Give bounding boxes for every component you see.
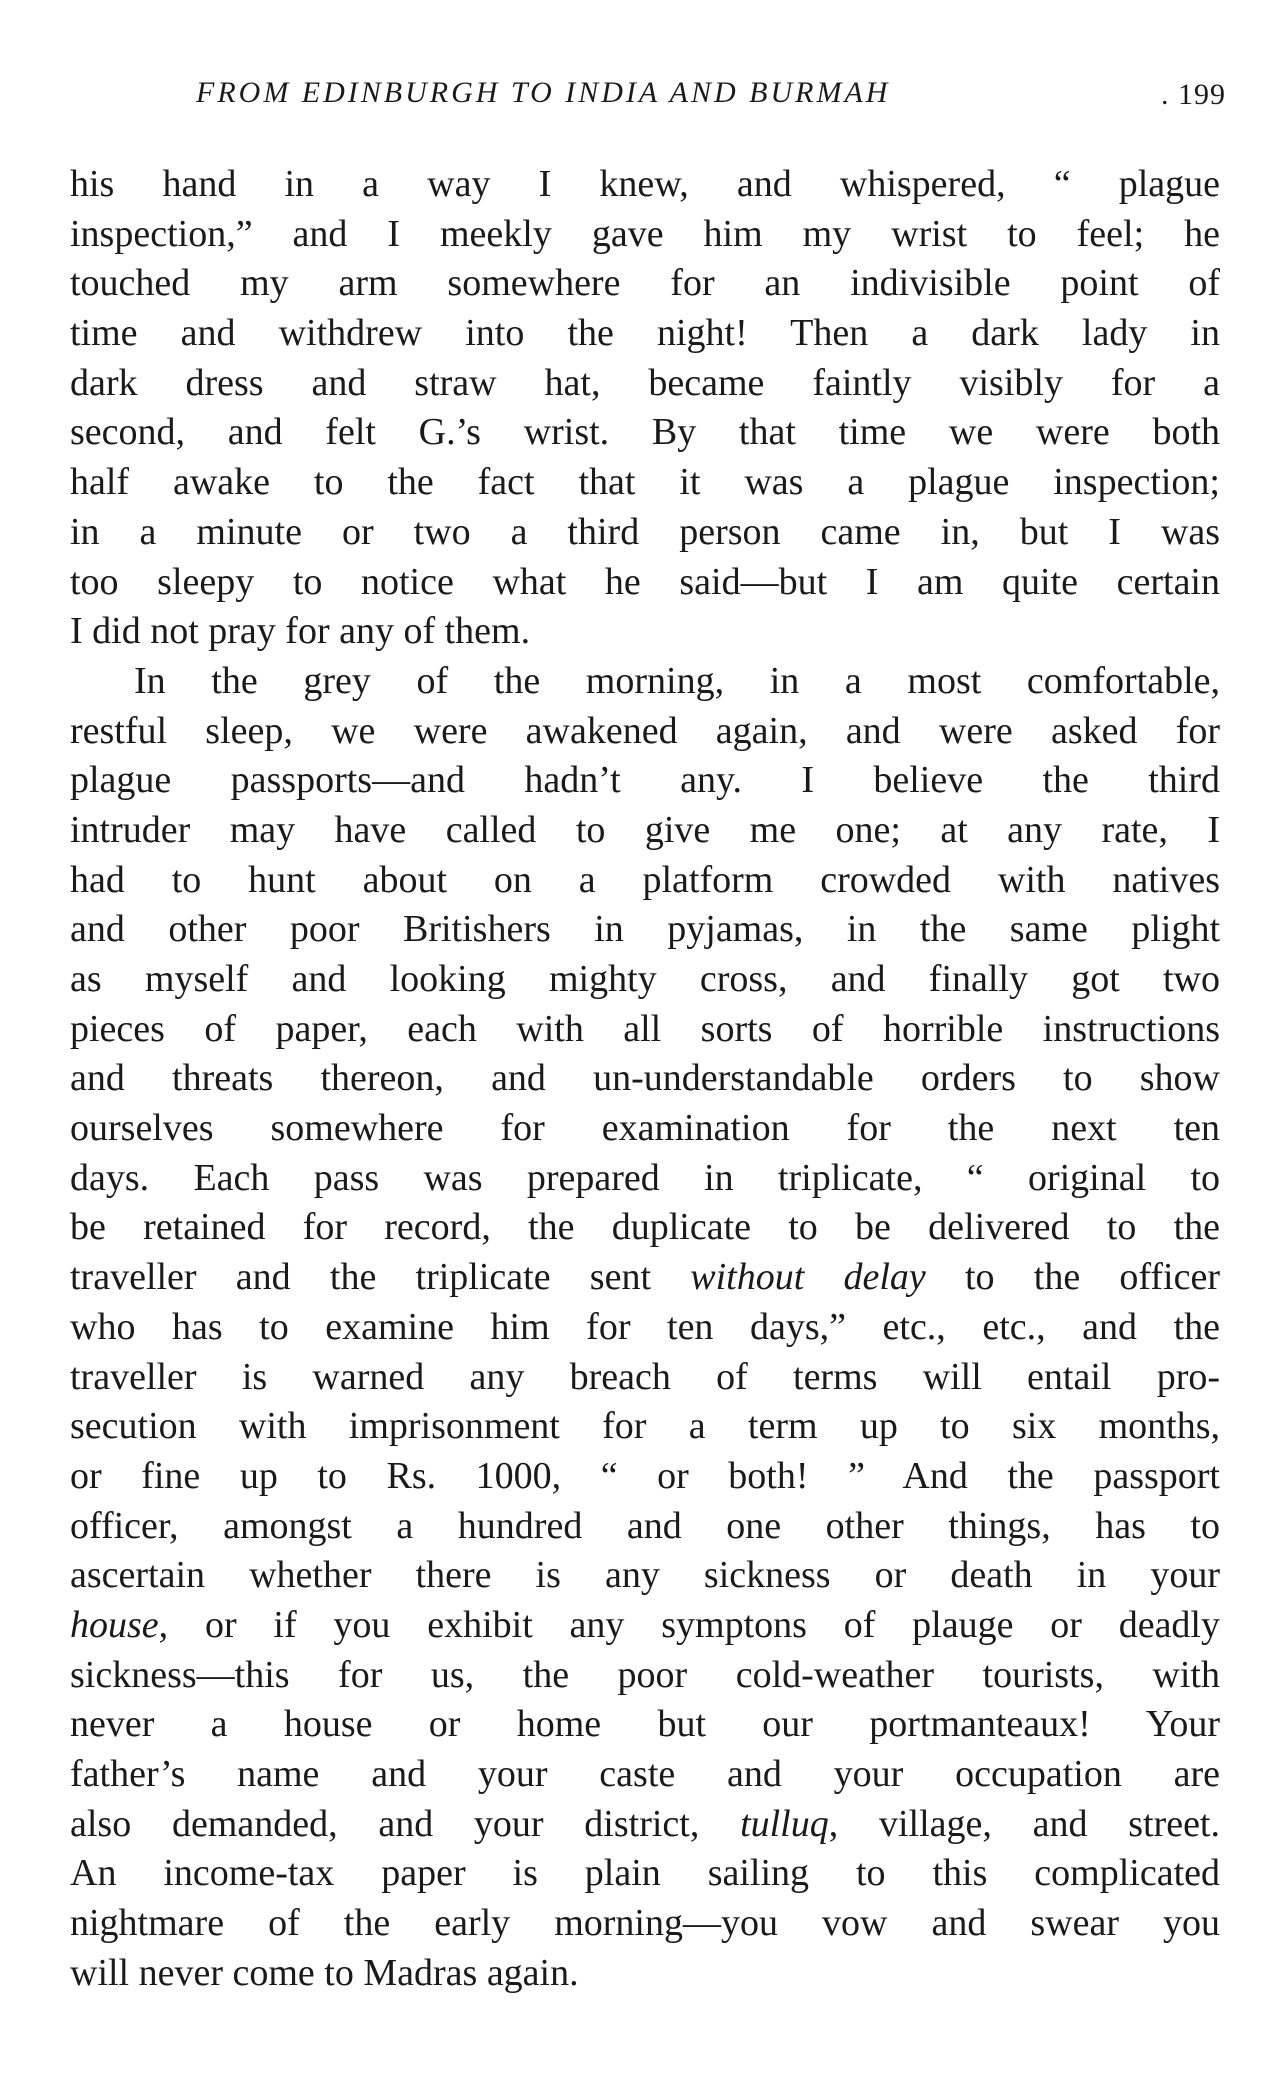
text-segment: , or if you exhibit any symptons of plauge or deadly xyxy=(158,1603,1220,1646)
text-line: second, and felt G.’s wrist. By that time we were both xyxy=(70,411,1220,454)
text-line: never a house or home but our portmanteaux! Your xyxy=(70,1703,1220,1746)
text-line: days. Each pass was prepared in triplicate, “ original to xyxy=(70,1156,1220,1199)
text-line xyxy=(70,1253,1220,1303)
text-line: as myself and looking mighty cross, and finally got two xyxy=(70,958,1220,1000)
text-line: sickness—this for us, the poor cold-weather tourists, with xyxy=(70,1653,1220,1696)
text-line: touched my arm somewhere for an indivisible point of xyxy=(70,262,1220,305)
text-line: and other poor Britishers in pyjamas, in the same plight xyxy=(70,908,1220,951)
text-line xyxy=(70,1601,1220,1651)
text-line xyxy=(70,1800,1220,1850)
text-line: father’s name and your caste and your occupation are xyxy=(70,1753,1220,1795)
text-segment: to the officer xyxy=(925,1256,1220,1299)
text-line: traveller is warned any breach of terms will entail pro- xyxy=(70,1355,1220,1398)
text-line: ascertain whether there is any sickness or death in your xyxy=(70,1554,1220,1597)
text-line: An income-tax paper is plain sailing to this complicated xyxy=(70,1852,1220,1895)
text-line: who has to examine him for ten days,” etc., etc., and the xyxy=(70,1305,1220,1348)
paragraph-end-line: I did not pray for any of them. xyxy=(70,610,531,653)
page-number: . 199 xyxy=(1161,78,1226,111)
text-line: plague passports—and hadn’t any. I believe the third xyxy=(70,759,1220,802)
text-line: his hand in a way I knew, and whispered, “ plague xyxy=(70,163,1220,205)
text-line: be retained for record, the duplicate to be delivered to the xyxy=(70,1206,1220,1249)
text-segment: traveller and the triplicate sent xyxy=(70,1256,691,1299)
text-segment: , village, and street. xyxy=(828,1802,1220,1845)
paragraph-end-line: will never come to Madras again. xyxy=(70,1951,579,1994)
text-line: and threats thereon, and un-understandable orders to show xyxy=(70,1057,1220,1100)
body-text xyxy=(70,160,1220,2040)
running-header xyxy=(76,76,1226,120)
text-line: half awake to the fact that it was a plague inspection; xyxy=(70,461,1220,504)
text-line: ourselves somewhere for examination for the next ten xyxy=(70,1107,1220,1150)
italic-emphasis: tulluq xyxy=(740,1802,829,1845)
text-line: restful sleep, we were awakened again, and were asked for xyxy=(70,709,1220,752)
text-line: too sleepy to notice what he said—but I am quite certain xyxy=(70,560,1220,603)
text-line: intruder may have called to give me one; at any rate, I xyxy=(70,808,1220,851)
text-line: secution with imprisonment for a term up to six months, xyxy=(70,1405,1220,1448)
paragraph-start-line: In the grey of the morning, in a most comfortable, xyxy=(134,659,1220,702)
text-line: in a minute or two a third person came in, but I was xyxy=(70,510,1220,553)
text-line: time and withdrew into the night! Then a dark lady in xyxy=(70,312,1220,355)
text-line: had to hunt about on a platform crowded with natives xyxy=(70,858,1220,901)
text-line: or fine up to Rs. 1000, “ or both! ” And the passport xyxy=(70,1454,1220,1497)
text-line: pieces of paper, each with all sorts of horrible instructions xyxy=(70,1007,1220,1050)
text-line: dark dress and straw hat, became faintly visibly for a xyxy=(70,361,1220,404)
text-line: officer, amongst a hundred and one other things, has to xyxy=(70,1504,1220,1547)
italic-emphasis: without delay xyxy=(690,1256,926,1299)
text-line: nightmare of the early morning—you vow and swear you xyxy=(70,1902,1220,1945)
italic-emphasis: house xyxy=(70,1603,159,1646)
text-line: inspection,” and I meekly gave him my wrist to feel; he xyxy=(70,212,1220,255)
running-title: FROM EDINBURGH TO INDIA AND BURMAH xyxy=(196,76,891,109)
text-segment: also demanded, and your district, xyxy=(70,1802,741,1845)
